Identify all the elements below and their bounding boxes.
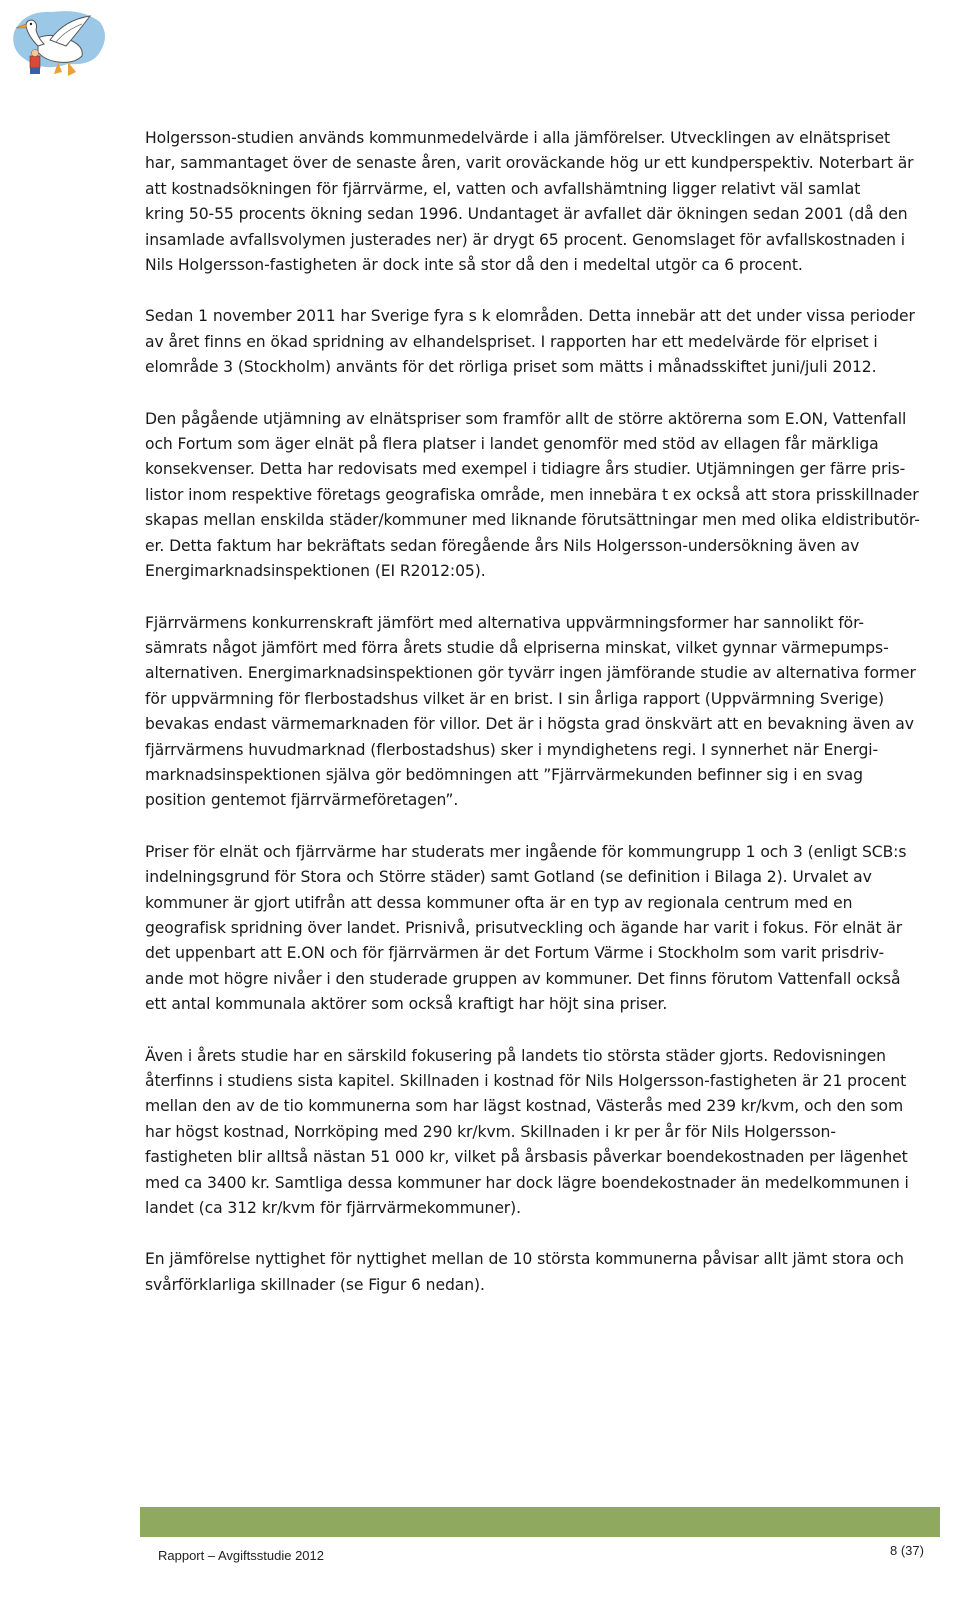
text-line: svårförklarliga skillnader (se Figur 6 nedan).	[145, 1275, 485, 1294]
footer-title: Rapport – Avgiftsstudie 2012	[158, 1548, 324, 1563]
paragraph-3	[145, 407, 935, 585]
text-line: alternativen. Energimarknadsinspektionen gör tyvärr ingen jämförande studie av alternativa former	[145, 664, 916, 683]
text-line: och Fortum som äger elnät på flera platser i landet genomför med stöd av ellagen får märkliga	[145, 435, 879, 454]
paragraph-5	[145, 840, 935, 1018]
text-line: av året finns en ökad spridning av elhandelspriset. I rapporten har ett medelvärde för elpriset i	[145, 332, 878, 351]
text-line: er. Detta faktum har bekräftats sedan föregående års Nils Holgersson-undersökning även av	[145, 536, 860, 555]
text-line: med ca 3400 kr. Samtliga dessa kommuner har dock lägre boendekostnader än medelkommunen i	[145, 1173, 909, 1192]
text-line: Energimarknadsinspektionen (EI R2012:05).	[145, 562, 486, 581]
text-line: har, sammantaget över de senaste åren, varit oroväckande hög ur ett kundperspektiv. Noterbart är	[145, 154, 914, 173]
text-line: Holgersson-studien används kommunmedelvärde i alla jämförelser. Utvecklingen av elnätspriset	[145, 129, 891, 147]
body-text	[145, 126, 935, 1298]
text-line: att kostnadsökningen för fjärrvärme, el, vatten och avfallshämtning ligger relativt väl samlat	[145, 179, 861, 198]
text-line: Priser för elnät och fjärrvärme har studerats mer ingående för kommungrupp 1 och 3 (enligt SCB:s	[145, 842, 907, 861]
text-line: Den pågående utjämning av elnätspriser som framför allt de större aktörerna som E.ON, Vattenfall	[145, 409, 907, 428]
text-line: geografisk spridning över landet. Prisnivå, prisutveckling och ägande har varit i fokus. För elnät är	[145, 918, 903, 937]
text-line: Sedan 1 november 2011 har Sverige fyra s k elområden. Detta innebär att det under vissa perioder	[145, 307, 915, 326]
text-line: har högst kostnad, Norrköping med 290 kr/kvm. Skillnaden i kr per år för Nils Holgersson-	[145, 1122, 836, 1141]
text-line: mellan den av de tio kommunerna som har lägst kostnad, Västerås med 239 kr/kvm, och den som	[145, 1097, 904, 1116]
paragraph-1	[145, 126, 935, 278]
footer-bar	[140, 1507, 940, 1537]
paragraph-4	[145, 611, 935, 814]
text-line: Fjärrvärmens konkurrenskraft jämfört med alternativa uppvärmningsformer har sannolikt för-	[145, 613, 864, 632]
text-line: position gentemot fjärrvärmeföretagen”.	[145, 791, 459, 810]
text-line: bevakas endast värmemarknaden för villor. Det är i högsta grad önskvärt att en bevakning även av	[145, 715, 914, 734]
page-number: 8 (37)	[890, 1543, 924, 1558]
paragraph-2	[145, 304, 935, 380]
text-line: ett antal kommunala aktörer som också kraftigt har höjt sina priser.	[145, 995, 668, 1014]
text-line: fastigheten blir alltså nästan 51 000 kr, vilket på årsbasis påverkar boendekostnaden per lägenhet	[145, 1148, 908, 1167]
text-line: fjärrvärmens huvudmarknad (flerbostadshus) sker i myndighetens regi. I synnerhet när Energi-	[145, 740, 879, 759]
text-line: ande mot högre nivåer i den studerade gruppen av kommuner. Det finns förutom Vattenfall också	[145, 969, 901, 988]
text-line: landet (ca 312 kr/kvm för fjärrvärmekommuner).	[145, 1199, 521, 1218]
text-line: Även i årets studie har en särskild fokusering på landets tio största städer gjorts. Redovisningen	[145, 1046, 886, 1065]
text-line: indelningsgrund för Stora och Större städer) samt Gotland (se definition i Bilaga 2). Urvalet av	[145, 868, 872, 887]
text-line: för uppvärmning för flerbostadshus vilket är en brist. I sin årliga rapport (Uppvärmning Sverige)	[145, 689, 885, 708]
text-line: Nils Holgersson-fastigheten är dock inte så stor då den i medeltal utgör ca 6 procent.	[145, 256, 803, 275]
text-line: återfinns i studiens sista kapitel. Skillnaden i kostnad för Nils Holgersson-fastigheten är 21 procent	[145, 1072, 907, 1090]
text-line: En jämförelse nyttighet för nyttighet mellan de 10 största kommunerna påvisar allt jämt stora och	[145, 1250, 904, 1269]
goose-logo-icon	[4, 2, 112, 90]
text-line: listor inom respektive företags geografiska område, men innebära t ex också att stora prisskillnader	[145, 485, 919, 504]
text-line: kring 50-55 procents ökning sedan 1996. Undantaget är avfallet där ökningen sedan 2001 (då den	[145, 205, 908, 224]
paragraph-6	[145, 1044, 935, 1222]
text-line: insamlade avfallsvolymen justerades ner) är drygt 65 procent. Genomslaget för avfallskostnaden i	[145, 230, 905, 249]
text-line: elområde 3 (Stockholm) använts för det rörliga priset som mätts i månadsskiftet juni/juli 2012.	[145, 358, 877, 377]
text-line: det uppenbart att E.ON och för fjärrvärmen är det Fortum Värme i Stockholm som varit prisdriv-	[145, 944, 885, 963]
text-line: skapas mellan enskilda städer/kommuner med liknande förutsättningar men med olika eldistributör-	[145, 511, 920, 530]
text-line: marknadsinspektionen själva gör bedömningen att ”Fjärrvärmekunden befinner sig i en svag	[145, 765, 863, 784]
text-line: konsekvenser. Detta har redovisats med exempel i tidiagre års studier. Utjämningen ger färre pris-	[145, 460, 906, 479]
text-line: kommuner är gjort utifrån att dessa kommuner ofta är en typ av regionala centrum med en	[145, 893, 853, 912]
paragraph-7	[145, 1247, 935, 1298]
text-line: sämrats något jämfört med förra årets studie då elpriserna minskat, vilket gynnar värmepumps-	[145, 638, 889, 657]
